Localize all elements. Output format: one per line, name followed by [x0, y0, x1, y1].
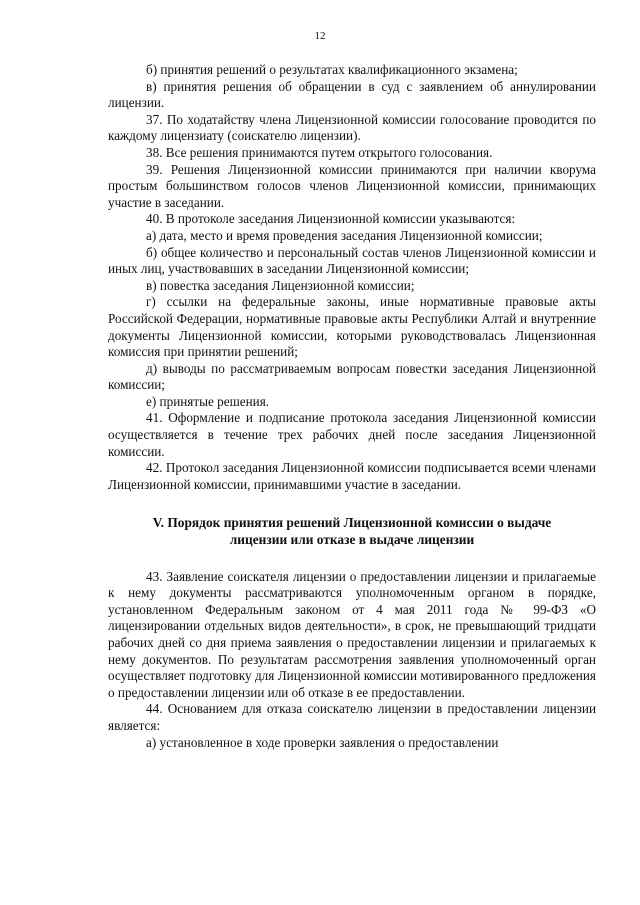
paragraph-40-g: г) ссылки на федеральные законы, иные нормативные правовые акты Российской Федерации, нормативные правовые акты Республики Алтай и внутренние документы Лицензионной комиссии, которыми руководствовалась Лицензионная комиссия при принятии решений;	[108, 294, 596, 360]
paragraph-40-a: а) дата, место и время проведения заседания Лицензионной комиссии;	[146, 227, 543, 243]
paragraph-item-v-court: в) принятия решения об обращении в суд с заявлением об аннулировании лицензии.	[108, 78, 596, 111]
paragraph-40-v: в) повестка заседания Лицензионной комиссии;	[146, 277, 415, 293]
section-heading-line-2: лицензии или отказе в выдаче лицензии	[229, 532, 475, 548]
paragraph-40-e: е) принятые решения.	[146, 393, 270, 409]
paragraph-40-d: д) выводы по рассматриваемым вопросам повестки заседания Лицензионной комиссии;	[108, 360, 596, 393]
document-body	[108, 62, 596, 751]
paragraph-40: 40. В протоколе заседания Лицензионной комиссии указываются:	[146, 211, 516, 227]
paragraph-42: 42. Протокол заседания Лицензионной комиссии подписывается всеми членами Лицензионной комиссии, принимавшими участие в заседании.	[108, 460, 596, 492]
paragraph-39: 39. Решения Лицензионной комиссии принимаются при наличии кворума простым большинством голосов членов Лицензионной комиссии, принимающих участие в заседании.	[108, 161, 596, 210]
paragraph-43: 43. Заявление соискателя лицензии о предоставлении лицензии и прилагаемые к нему документы рассматриваются уполномоченным органом в порядке, установленном Федеральным законом от 4 мая 2011 года № 99-ФЗ «О лицензировании отдельных видов деятельности», в срок, не превышающий тридцати рабочих дней со дня приема заявления о предоставлении лицензии и прилагаемых к нему документов. По результатам рассмотрения заявления уполномоченный орган осуществляет подготовку для Лицензионной комиссии мотивированного предложения о предоставлении лицензии или об отказе в ее предоставлении.	[108, 568, 596, 700]
paragraph-44-a: а) установленное в ходе проверки заявления о предоставлении	[146, 734, 499, 750]
paragraph-37: 37. По ходатайству члена Лицензионной комиссии голосование проводится по каждому лицензиату (соискателю лицензии).	[108, 111, 596, 144]
paragraph-item-b-exam: б) принятия решений о результатах квалификационного экзамена;	[146, 62, 518, 77]
page-number: 12	[314, 30, 326, 42]
paragraph-44: 44. Основанием для отказа соискателю лицензии в предоставлении лицензии является:	[108, 701, 596, 733]
paragraph-40-b: б) общее количество и персональный состав членов Лицензионной комиссии и иных лиц, участвовавших в заседании Лицензионной комиссии;	[108, 244, 596, 277]
paragraph-38: 38. Все решения принимаются путем открытого голосования.	[146, 144, 493, 160]
paragraph-41: 41. Оформление и подписание протокола заседания Лицензионной комиссии осуществляется в течение трех рабочих дней после заседания Лицензионной комиссии.	[108, 410, 596, 459]
section-heading-line-1: V. Порядок принятия решений Лицензионной комиссии о выдаче	[152, 515, 552, 531]
section-heading	[108, 515, 596, 548]
